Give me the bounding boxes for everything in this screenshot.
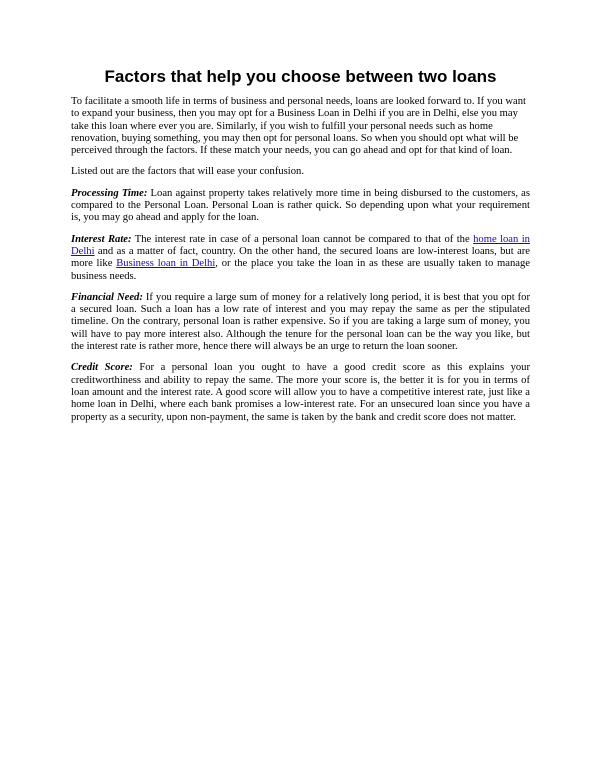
interest-rate-text-3: , or the place you take the loan in as these are usually taken to manage business needs.	[71, 258, 530, 282]
processing-time-term: Processing Time:	[71, 187, 148, 199]
interest-rate-term: Interest Rate:	[71, 233, 132, 245]
interest-rate-paragraph	[71, 234, 530, 283]
listed-paragraph: Listed out are the factors that will ease your confusion.	[71, 166, 304, 178]
page-title: Factors that help you choose between two loans	[104, 67, 497, 86]
business-loan-delhi-link[interactable]: Business loan in Delhi	[116, 258, 216, 270]
credit-score-text: For a personal loan you ought to have a good credit score as this explains your creditworthiness and ability to repay the same. The more your score is, the better it is for you in terms of loan amount and the interest rate. A good score will allow you to have a competitive interest rate, just like a home loan in Delhi, where each bank promises a low-interest rate. For an unsecured loan since you have a property as a security, upon non-payment, the same is taken by the bank and credit score does not matter.	[71, 362, 530, 423]
credit-score-term: Credit Score:	[71, 362, 133, 374]
intro-paragraph: To facilitate a smooth life in terms of business and personal needs, loans are looked forward to. If you want to expand your business, then you may opt for a Business Loan in Delhi if you are in Delhi, else you may take this loan where ever you are. Similarly, if you wish to fulfill your personal needs such as home renovation, buying something, you may then opt for personal loans. So when you should opt what will be perceived through the factors. If these match your needs, you can go ahead and opt for that kind of loan.	[71, 96, 526, 157]
interest-rate-text-2: and as a matter of fact, country. On the other hand, the secured loans are low-interest loans, but are more like	[71, 245, 530, 270]
financial-need-term: Financial Need:	[71, 291, 143, 303]
interest-rate-text-1: The interest rate in case of a personal loan cannot be compared to that of the	[131, 233, 474, 245]
processing-time-paragraph	[71, 188, 530, 225]
credit-score-paragraph	[71, 362, 530, 423]
home-loan-delhi-link[interactable]: home loan in Delhi	[71, 233, 530, 257]
processing-time-text: Loan against property takes relatively more time in being disbursed to the customers, as compared to the Personal Loan. Personal Loan is rather quick. So depending upon what your requirement is, you may go ahead and apply for the loan.	[71, 187, 530, 224]
financial-need-paragraph	[71, 292, 530, 353]
financial-need-text: If you require a large sum of money for a relatively long period, it is best that you opt for a secured loan. Such a loan has a low rate of interest and you may repay the same as per the stipulated timeline. On the contrary, personal loan is rather expensive. So if you are taking a large sum of money, you will have to pay more interest also. Although the tenure for the personal loan can be the way you like, but the interest rate is rather more, hence there will always be an urge to return the loan sooner.	[71, 291, 530, 353]
